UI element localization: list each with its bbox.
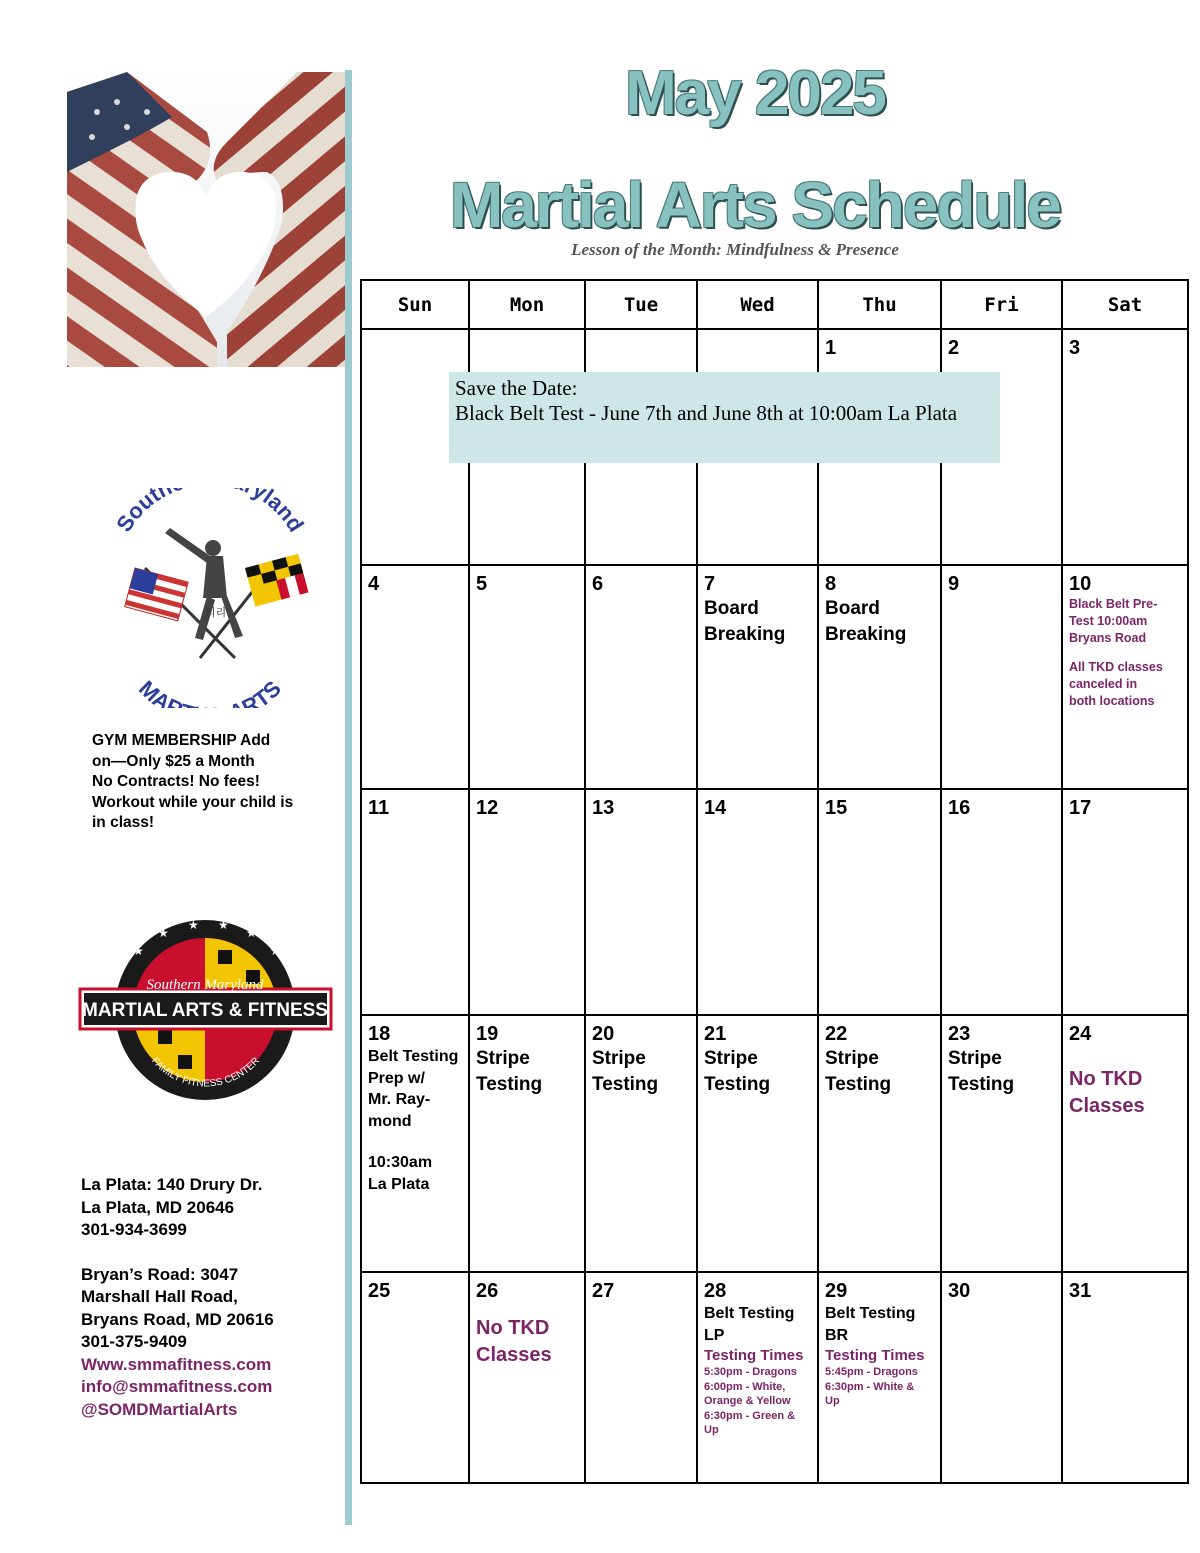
event-stripe-testing: Stripe xyxy=(948,1048,1002,1069)
day-cell xyxy=(1062,1015,1188,1272)
event-stripe-testing: Stripe xyxy=(825,1048,879,1069)
event-stripe-testing: Testing xyxy=(948,1074,1015,1095)
event-board-breaking: Board xyxy=(825,598,880,619)
day-number: 10 xyxy=(1069,573,1092,595)
bryans-road-line: Marshall Hall Road, xyxy=(81,1287,238,1306)
weekday-tue: Tue xyxy=(585,280,697,329)
event-no-tkd: Classes xyxy=(476,1344,552,1366)
testing-time: Orange & Yellow xyxy=(704,1395,791,1407)
svg-text:★: ★ xyxy=(270,944,281,958)
day-number: 21 xyxy=(704,1023,727,1045)
weekday-mon: Mon xyxy=(469,280,585,329)
day-number: 26 xyxy=(476,1280,499,1302)
day-number: 13 xyxy=(592,797,615,819)
testing-time: 6:30pm - Green & xyxy=(704,1409,796,1422)
svg-text:★: ★ xyxy=(158,926,169,940)
martial-arts-fitness-logo xyxy=(78,915,333,1105)
event-canceled: both locations xyxy=(1069,694,1155,708)
day-cell xyxy=(585,1272,697,1483)
day-cell xyxy=(1062,789,1188,1015)
day-cell xyxy=(1062,1272,1188,1483)
svg-text:★: ★ xyxy=(218,918,229,932)
save-the-date-banner xyxy=(449,372,1000,463)
event-stripe-testing: Stripe xyxy=(592,1048,646,1069)
day-number: 9 xyxy=(948,573,960,595)
day-number: 8 xyxy=(825,573,837,595)
event-belt-prep: Belt Testing xyxy=(368,1048,459,1065)
day-cell xyxy=(697,1272,818,1483)
day-number: 19 xyxy=(476,1023,499,1045)
event-bb-pretest: Test 10:00am xyxy=(1069,614,1148,628)
southern-maryland-martial-arts-logo xyxy=(95,488,325,708)
day-number: 20 xyxy=(592,1023,615,1045)
event-stripe-testing: Stripe xyxy=(476,1048,530,1069)
logo-top-text: South yland xyxy=(111,488,309,537)
day-number: 24 xyxy=(1069,1023,1092,1045)
weekday-thu: Thu xyxy=(818,280,941,329)
day-cell xyxy=(469,789,585,1015)
fitness-logo-script-text: Southern Maryland xyxy=(146,977,264,993)
logo-bottom-text: MAR RTS xyxy=(134,675,286,708)
day-cell xyxy=(469,565,585,789)
day-cell xyxy=(361,565,469,789)
day-cell xyxy=(941,1272,1062,1483)
lesson-of-month: Lesson of the Month: Mindfulness & Presence xyxy=(571,240,899,259)
logo-korean-text: 의리 xyxy=(205,606,227,619)
testing-time: 5:45pm - Dragons xyxy=(825,1366,918,1378)
event-bb-pretest: Black Belt Pre- xyxy=(1069,597,1158,611)
weekday-sat: Sat xyxy=(1062,280,1188,329)
bryans-road-line: Bryan’s Road: 3047 xyxy=(81,1264,239,1284)
day-number: 14 xyxy=(704,797,727,819)
svg-text:MARTIAL ARTS xyxy=(134,676,286,708)
day-number: 31 xyxy=(1069,1280,1092,1302)
day-cell xyxy=(585,1015,697,1272)
gym-line: on—Only $25 a Month xyxy=(92,752,255,770)
fitness-logo-main-text: MARTIAL ARTS & FITNESS xyxy=(82,1000,328,1021)
event-canceled: canceled in xyxy=(1069,677,1138,691)
gym-line: in class! xyxy=(92,814,155,831)
day-cell xyxy=(941,1015,1062,1272)
event-canceled: All TKD classes xyxy=(1069,660,1163,674)
gym-line: Workout while your child is xyxy=(92,793,294,811)
gym-membership-note xyxy=(92,731,337,834)
event-stripe-testing: Testing xyxy=(592,1074,659,1095)
testing-times-heading: Testing Times xyxy=(704,1347,804,1364)
heart-hands-image xyxy=(67,72,345,367)
svg-text:Southern Maryland xyxy=(111,488,309,536)
day-number: 3 xyxy=(1069,337,1081,359)
event-belt-prep-time: La Plata xyxy=(368,1175,430,1193)
testing-time: Up xyxy=(825,1395,840,1407)
day-cell xyxy=(1062,329,1188,565)
event-belt-testing-lp: Belt Testing xyxy=(704,1305,795,1322)
day-cell xyxy=(941,789,1062,1015)
event-stripe-testing: Testing xyxy=(825,1074,892,1095)
event-belt-prep: Prep w/ xyxy=(368,1069,425,1087)
weekday-sun: Sun xyxy=(361,280,469,329)
svg-text:★: ★ xyxy=(246,926,257,940)
event-belt-testing-br: BR xyxy=(825,1326,849,1344)
event-belt-prep: mond xyxy=(368,1112,412,1130)
event-stripe-testing: Testing xyxy=(704,1074,771,1095)
event-bb-pretest: Bryans Road xyxy=(1069,631,1147,645)
event-belt-testing-lp: LP xyxy=(704,1326,725,1344)
testing-time: 5:30pm - Dragons xyxy=(704,1366,797,1378)
day-cell xyxy=(361,1272,469,1483)
contact-info xyxy=(81,1174,341,1421)
day-cell xyxy=(361,1015,469,1272)
day-cell xyxy=(585,789,697,1015)
day-number: 11 xyxy=(368,797,390,819)
day-number: 15 xyxy=(825,797,848,819)
day-cell xyxy=(1062,565,1188,789)
day-cell xyxy=(469,1015,585,1272)
bryans-road-line: 301-375-9409 xyxy=(81,1332,187,1351)
testing-times-heading: Testing Times xyxy=(825,1347,925,1364)
day-number: 30 xyxy=(948,1280,971,1302)
event-no-tkd: No TKD xyxy=(1069,1068,1143,1090)
svg-text:★: ★ xyxy=(188,918,199,932)
day-cell xyxy=(697,1015,818,1272)
svg-text:★: ★ xyxy=(133,944,144,958)
event-no-tkd: Classes xyxy=(1069,1095,1145,1117)
day-cell xyxy=(585,565,697,789)
event-stripe-testing: Testing xyxy=(476,1074,543,1095)
la-plata-line: 301-934-3699 xyxy=(81,1220,187,1239)
day-number: 12 xyxy=(476,797,499,819)
day-number: 29 xyxy=(825,1280,848,1302)
testing-time: Up xyxy=(704,1424,719,1436)
day-cell xyxy=(818,1015,941,1272)
banner-heading: Save the Date: xyxy=(455,376,578,400)
fitness-logo-bottom-text: FAMILY FITNESS CENTER xyxy=(149,1055,262,1090)
website-link[interactable]: Www.smmafitness.com xyxy=(81,1354,272,1374)
day-number: 25 xyxy=(368,1280,391,1302)
day-cell xyxy=(697,789,818,1015)
banner-detail: Black Belt Test - June 7th and June 8th at 10:00am La Plata xyxy=(455,401,958,425)
day-number: 6 xyxy=(592,573,604,595)
event-stripe-testing: Stripe xyxy=(704,1048,758,1069)
day-number: 7 xyxy=(704,573,716,595)
day-number: 22 xyxy=(825,1023,848,1045)
event-belt-prep-time: 10:30am xyxy=(368,1154,433,1171)
event-board-breaking: Breaking xyxy=(825,624,907,645)
email-link[interactable]: info@smmafitness.com xyxy=(81,1377,273,1396)
day-number: 27 xyxy=(592,1280,615,1302)
gym-line: No Contracts! No fees! xyxy=(92,773,260,790)
social-handle[interactable]: @SOMDMartialArts xyxy=(81,1399,238,1419)
day-number: 28 xyxy=(704,1280,727,1302)
day-number: 18 xyxy=(368,1023,391,1045)
event-board-breaking: Board xyxy=(704,598,759,619)
sidebar-divider xyxy=(345,70,352,1525)
weekday-fri: Fri xyxy=(941,280,1062,329)
day-number: 1 xyxy=(825,337,837,359)
day-cell xyxy=(697,565,818,789)
la-plata-line: La Plata, MD 20646 xyxy=(81,1197,235,1217)
testing-time: 6:30pm - White & xyxy=(825,1380,915,1393)
day-number: 23 xyxy=(948,1023,971,1045)
day-cell xyxy=(818,789,941,1015)
event-belt-prep: Mr. Ray- xyxy=(368,1091,431,1108)
event-belt-testing-br: Belt Testing xyxy=(825,1305,916,1322)
day-cell xyxy=(469,1272,585,1483)
la-plata-line: La Plata: 140 Drury Dr. xyxy=(81,1175,263,1194)
bryans-road-line: Bryans Road, MD 20616 xyxy=(81,1309,274,1329)
day-cell xyxy=(361,789,469,1015)
page-title: Martial Arts Schedule xyxy=(449,169,1061,241)
day-number: 17 xyxy=(1069,797,1092,819)
month-title: May 2025 xyxy=(625,59,885,128)
event-no-tkd: No TKD xyxy=(476,1317,550,1339)
day-cell xyxy=(818,1272,941,1483)
day-cell xyxy=(818,565,941,789)
weekday-wed: Wed xyxy=(697,280,818,329)
day-number: 5 xyxy=(476,573,488,595)
day-number: 2 xyxy=(948,337,960,359)
testing-time: 6:00pm - White, xyxy=(704,1380,786,1393)
day-number: 16 xyxy=(948,797,971,819)
day-number: 4 xyxy=(368,573,380,595)
event-board-breaking: Breaking xyxy=(704,624,786,645)
gym-line: GYM MEMBERSHIP Add xyxy=(92,732,271,749)
day-cell xyxy=(941,565,1062,789)
